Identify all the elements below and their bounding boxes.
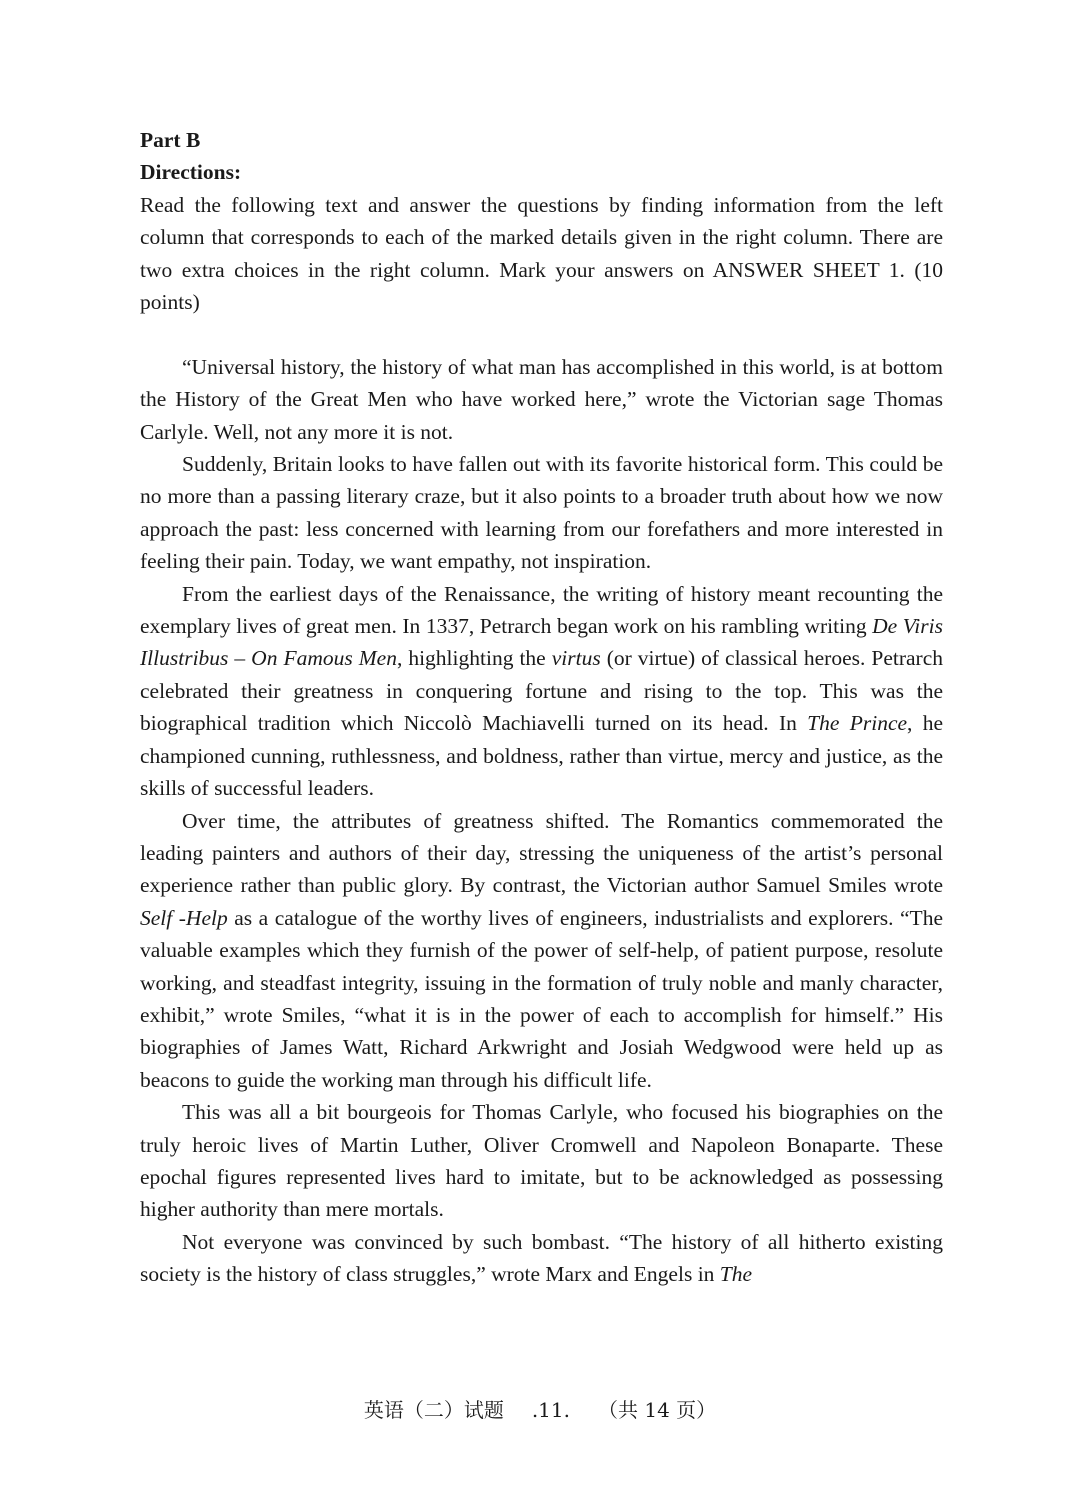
footer-page-number: .11. — [531, 1398, 570, 1422]
paragraph-3 — [140, 578, 943, 805]
paragraph-4-text: Over time, the attributes of greatness shifted. The Romantics commemorated the leading painters and authors of their day, stressing the uniqueness of the artist’s personal experience rather than public glory. By contrast, the Victorian author Samuel Smiles wrote — [140, 808, 943, 898]
directions-heading: Directions: — [140, 160, 242, 185]
part-heading: Part B — [140, 128, 201, 152]
paragraph-3-text: , he championed cunning, ruthlessness, and boldness, rather than virtue, mercy and justice, as the skills of successful leaders. — [140, 711, 943, 801]
spacer — [140, 318, 943, 350]
book-title-fragment: The — [719, 1262, 753, 1287]
footer-total-pages: （共 14 页） — [598, 1398, 717, 1422]
book-title-self-help: Self -Help — [140, 905, 228, 930]
book-title-the-prince: The Prince — [807, 711, 908, 736]
paragraph-3-text: , highlighting the — [396, 646, 552, 671]
paragraph-3-text: (or virtue) of classical heroes. Petrarch celebrated their greatness in conquering fortune and rising to the top. This was the biographical tradition which Niccolò Machiavelli turned on its head. In — [140, 646, 943, 736]
directions-text: Read the following text and answer the questions by finding information from the left column that corresponds to each of the marked details given in the right column. There are two extra choices in the right column. Mark your answers on ANSWER SHEET 1. (10 points) — [140, 192, 943, 315]
paragraph-3-text: From the earliest days of the Renaissance, the writing of history meant recounting the exemplary lives of great men. In 1337, Petrarch began work on his rambling writing — [140, 581, 943, 639]
page-footer — [0, 1395, 1080, 1425]
paragraph-5: This was all a bit bourgeois for Thomas Carlyle, who focused his biographies on the truly heroic lives of Martin Luther, Oliver Cromwell and Napoleon Bonaparte. These epochal figures represented lives hard to imitate, but to be acknowledged as possessing higher authority than mere mortals. — [140, 1100, 943, 1222]
paragraph-6-text: Not everyone was convinced by such bombast. “The history of all hitherto existing society is the history of class struggles,” wrote Marx and Engels in — [140, 1229, 943, 1287]
footer-subject: 英语（二）试题 — [363, 1398, 504, 1422]
paragraph-4 — [140, 805, 943, 1097]
paragraph-4-text: as a catalogue of the worthy lives of engineers, industrialists and explorers. “The valuable examples which they furnish of the power of self-help, of patient purpose, resolute working, and steadfast integrity, issuing in the formation of truly noble and manly character, exhibit,” wrote Smiles, “what it is in the power of each to accomplish for himself.” His biographies of James Watt, Richard Arkwright and Josiah Wedgwood were held up as beacons to guide the working man through his difficult life. — [140, 905, 943, 1092]
paragraph-2: Suddenly, Britain looks to have fallen out with its favorite historical form. This could be no more than a passing literary craze, but it also points to a broader truth about how we now approach the past: less concerned with learning from our forefathers and more interested in feeling their pain. Today, we want empathy, not inspiration. — [140, 452, 943, 574]
paragraph-1: “Universal history, the history of what man has accomplished in this world, is at bottom the History of the Great Men who have worked here,” wrote the Victorian sage Thomas Carlyle. Well, not any more it is not. — [140, 354, 943, 444]
exam-page — [140, 124, 943, 1291]
paragraph-6 — [140, 1226, 943, 1291]
term-virtus: virtus — [551, 646, 601, 671]
book-title-de-viris: De Viris Illustribus – On Famous Men — [140, 614, 943, 671]
